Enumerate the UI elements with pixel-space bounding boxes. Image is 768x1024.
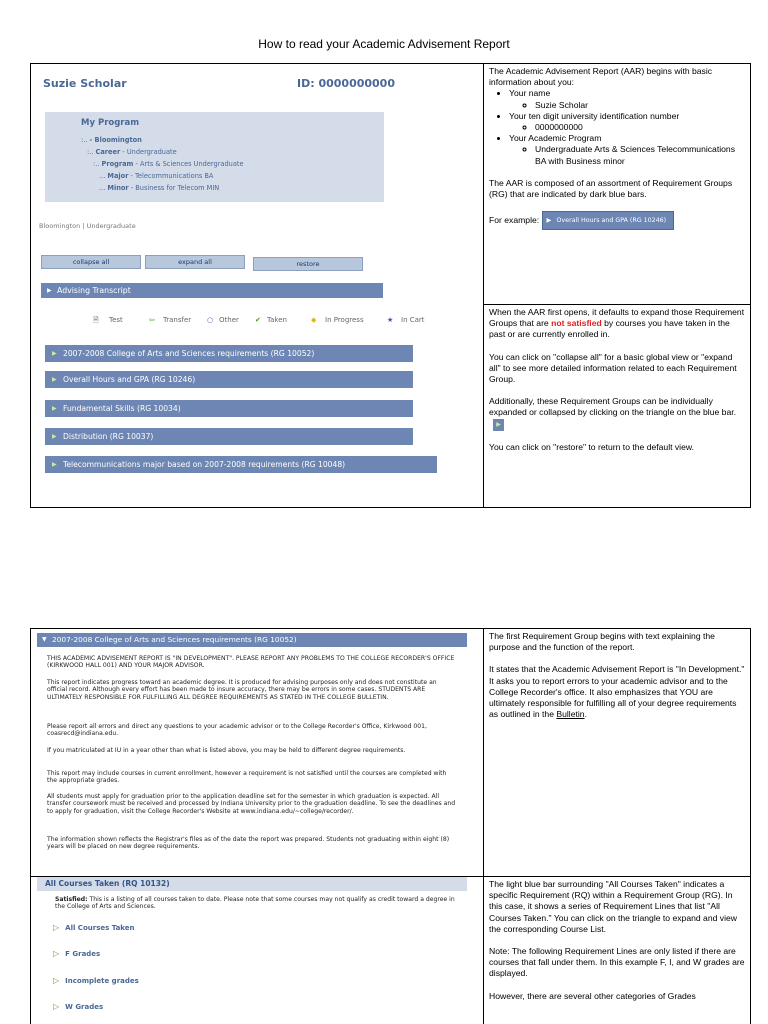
- expand-triangle-icon: ▶: [546, 217, 552, 225]
- rg-bar-fundamental-skills[interactable]: ▶ Fundamental Skills (RG 10034): [45, 400, 413, 417]
- test-icon: 🗎: [93, 316, 99, 324]
- expand-triangle-icon[interactable]: ▶: [47, 287, 52, 294]
- explanation-navigation: [484, 305, 751, 508]
- student-name: Suzie Scholar: [43, 77, 127, 90]
- collapse-all-button[interactable]: collapse all: [41, 255, 141, 269]
- restore-button[interactable]: restore: [253, 257, 363, 271]
- req-line-incomplete-grades[interactable]: ▷ Incomplete grades: [53, 976, 139, 985]
- expand-triangle-icon[interactable]: ▷: [53, 949, 60, 958]
- expand-triangle-icon[interactable]: ▶: [52, 405, 57, 412]
- triangle-icon: ▶: [493, 419, 504, 431]
- explanation-requirement: [484, 877, 751, 1024]
- program-line-major: ... Major - Telecommunications BA: [99, 172, 214, 180]
- program-title: My Program: [81, 118, 140, 128]
- rg-bar-overall-hours[interactable]: ▶ Overall Hours and GPA (RG 10246): [45, 371, 413, 388]
- rg-paragraph-3: Please report all errors and direct any questions to your academic advisor or to the College Recorder's Office, Kirkwood 001, coasrecd@indiana.edu.: [47, 723, 427, 738]
- bullet-id: • Your ten digit university identification number ◦ 0000000000: [509, 111, 745, 133]
- rg-bar-distribution[interactable]: ▶ Distribution (RG 10037): [45, 428, 413, 445]
- section-table-2: [30, 628, 751, 1024]
- bulletin-link[interactable]: Bulletin: [556, 709, 585, 720]
- program-line-campus: :.. - Bloomington: [81, 136, 142, 144]
- intro-text: The Academic Advisement Report (AAR) begins with basic information about you:: [489, 66, 713, 88]
- aar-screenshot-rg-text: [31, 629, 484, 877]
- rg-paragraph-6: All students must apply for graduation prior to the application deadline set for the semester in which graduation is expected. All transfer coursework must be received and processed by Indiana University prior to the graduation deadline. To see the deadlines and to apply for graduation, visit the College Recorder's Website at www.indiana.edu/~college/recorder/.: [47, 793, 456, 815]
- triangle-text: Additionally, these Requirement Groups can be individually expanded or collapsed by clicking on the triangle on the blue bar.▶: [489, 396, 745, 430]
- satisfied-note: Satisfied: This is a listing of all courses taken to date. Please note that some courses may not qualify as credit toward a degree in the College of Arts and Sciences.: [55, 896, 455, 911]
- career-subtitle: Bloomington | Undergraduate: [39, 222, 136, 230]
- explanation-rg-text: [484, 629, 751, 877]
- rq-note-text: Note: The following Requirement Lines are only listed if there are courses that fall under them. In this example F, I, and W grades are displayed.: [489, 946, 745, 979]
- rg-bar-arts-sciences[interactable]: ▶ 2007-2008 College of Arts and Sciences requirements (RG 10052): [45, 345, 413, 362]
- expand-triangle-icon[interactable]: ▶: [52, 350, 57, 357]
- bullet-id-value: ◦ 0000000000: [535, 122, 745, 133]
- rg-paragraph-5: This report may include courses in current enrollment, however a requirement is not satisfied until the courses are completed with the appropriate grades.: [47, 770, 447, 785]
- rq-head-all-courses: All Courses Taken (RQ 10132): [37, 877, 467, 891]
- other-circle-icon: ○: [207, 316, 214, 324]
- collapse-triangle-icon[interactable]: ▼: [42, 636, 47, 643]
- basic-info-list: [509, 88, 745, 166]
- example-rg-bar: ▶ Overall Hours and GPA (RG 10246): [542, 211, 675, 230]
- my-program-box: [45, 112, 384, 202]
- legend-test: Test: [109, 316, 123, 324]
- taken-check-icon: ✔: [255, 316, 261, 324]
- bullet-name: • Your name ◦ Suzie Scholar: [509, 88, 745, 110]
- expand-all-button[interactable]: expand all: [145, 255, 245, 269]
- program-line-program: :.. Program - Arts & Sciences Undergraduate: [93, 160, 244, 168]
- section-table-1: [30, 63, 751, 508]
- aar-screenshot-top: [31, 64, 484, 508]
- collapse-expand-text: You can click on "collapse all" for a basic global view or "expand all" to see more detailed information related to each Requirement Group.: [489, 351, 737, 385]
- rg-paragraph-7: The information shown reflects the Registrar's files as of the date the report was prepared. Students not graduating within eight (8) years will be placed on new degree requirements.: [47, 836, 450, 851]
- rg-paragraph-1: THIS ACADEMIC ADVISEMENT REPORT IS "IN DEVELOPMENT". PLEASE REPORT ANY PROBLEMS TO THE COLLEGE RECORDER'S OFFICE (KIRKWOOD HALL 001) AND YOUR MAJOR ADVISOR.: [47, 655, 455, 670]
- advising-transcript-bar[interactable]: ▶ Advising Transcript: [41, 283, 383, 298]
- in-progress-diamond-icon: ◆: [311, 316, 317, 324]
- explanation-basic-info: [484, 64, 751, 305]
- legend-other: Other: [219, 316, 239, 324]
- expand-triangle-icon[interactable]: ▷: [53, 923, 60, 932]
- rg-paragraph-4: If you matriculated at IU in a year other than what is listed above, you may be held to different degree requirements.: [47, 747, 406, 754]
- legend-in-cart: In Cart: [401, 316, 425, 324]
- expand-triangle-icon[interactable]: ▶: [52, 433, 57, 440]
- rg-paragraph-2: This report indicates progress toward an academic degree. It is produced for advising purposes only and does not constitute an official record. Although every effort has been made to insure accuracy, there may be errors in some cases. STUDENTS ARE ULTIMATELY RESPONSIBLE FOR FULFILLING ALL DEGREE REQUIREMENTS AS STATED IN THE COLLEGE BULLETIN.: [47, 679, 437, 701]
- expand-triangle-icon[interactable]: ▶: [52, 461, 57, 468]
- expand-triangle-icon[interactable]: ▷: [53, 976, 60, 985]
- rg-purpose-text: The first Requirement Group begins with text explaining the purpose and the function of the report.: [489, 631, 715, 653]
- example-line: For example: ▶ Overall Hours and GPA (RG 10246): [489, 211, 745, 230]
- default-view-text: When the AAR first opens, it defaults to expand those Requirement Groups that are not satisfied by courses you have taken in the past or are currently enrolled in.: [489, 307, 745, 340]
- in-cart-star-icon: ★: [387, 316, 394, 324]
- program-line-minor: ... Minor - Business for Telecom MIN: [99, 184, 220, 192]
- transfer-arrow-icon: ⇦: [149, 316, 155, 324]
- document-title: How to read your Academic Advisement Report: [258, 37, 510, 51]
- legend-in-progress: In Progress: [325, 316, 364, 324]
- legend-transfer: Transfer: [163, 316, 192, 324]
- legend-taken: Taken: [267, 316, 287, 324]
- program-line-career: :.. Career - Undergraduate: [87, 148, 177, 156]
- rg-development-text: It states that the Academic Advisement Report is "In Development." It asks you to report errors to your academic advisor and to the College Recorder's office. It also emphasizes that YOU are ultimately responsible for fulfilling all of your degree requirements as outlined in the Bulletin.: [489, 664, 745, 720]
- rg-bar-telecom-major[interactable]: ▶ Telecommunications major based on 2007-2008 requirements (RG 10048): [45, 456, 437, 473]
- req-line-w-grades[interactable]: ▷ W Grades: [53, 1002, 104, 1011]
- student-id: ID: 0000000000: [297, 77, 395, 90]
- req-line-all-courses[interactable]: ▷ All Courses Taken: [53, 923, 135, 932]
- rg-head-arts-sciences[interactable]: ▼ 2007-2008 College of Arts and Sciences requirements (RG 10052): [37, 633, 467, 647]
- bullet-program-value: ◦ Undergraduate Arts & Sciences Telecommunications BA with Business minor: [535, 144, 745, 166]
- legend: [45, 310, 473, 332]
- rq-bar-text: The light blue bar surrounding "All Courses Taken" indicates a specific Requirement (RQ) within a Requirement Group (RG). In this case, it shows a series of Requirement Lines that list "All Courses Taken." You can click on the triangle to expand and view the corresponding Course List.: [489, 879, 737, 934]
- rq-other-grades-text: However, there are several other categories of Grades: [489, 990, 696, 1001]
- req-line-f-grades[interactable]: ▷ F Grades: [53, 949, 101, 958]
- expand-triangle-icon[interactable]: ▶: [52, 376, 57, 383]
- restore-text: You can click on "restore" to return to the default view.: [489, 441, 694, 452]
- expand-triangle-icon[interactable]: ▷: [53, 1002, 60, 1011]
- rg-description: The AAR is composed of an assortment of Requirement Groups (RG) that are indicated by dark blue bars.: [489, 177, 733, 200]
- aar-screenshot-requirement: [31, 877, 484, 1024]
- bullet-name-value: ◦ Suzie Scholar: [535, 100, 745, 111]
- bullet-program: • Your Academic Program ◦ Undergraduate Arts & Sciences Telecommunications BA with Business minor: [509, 133, 745, 167]
